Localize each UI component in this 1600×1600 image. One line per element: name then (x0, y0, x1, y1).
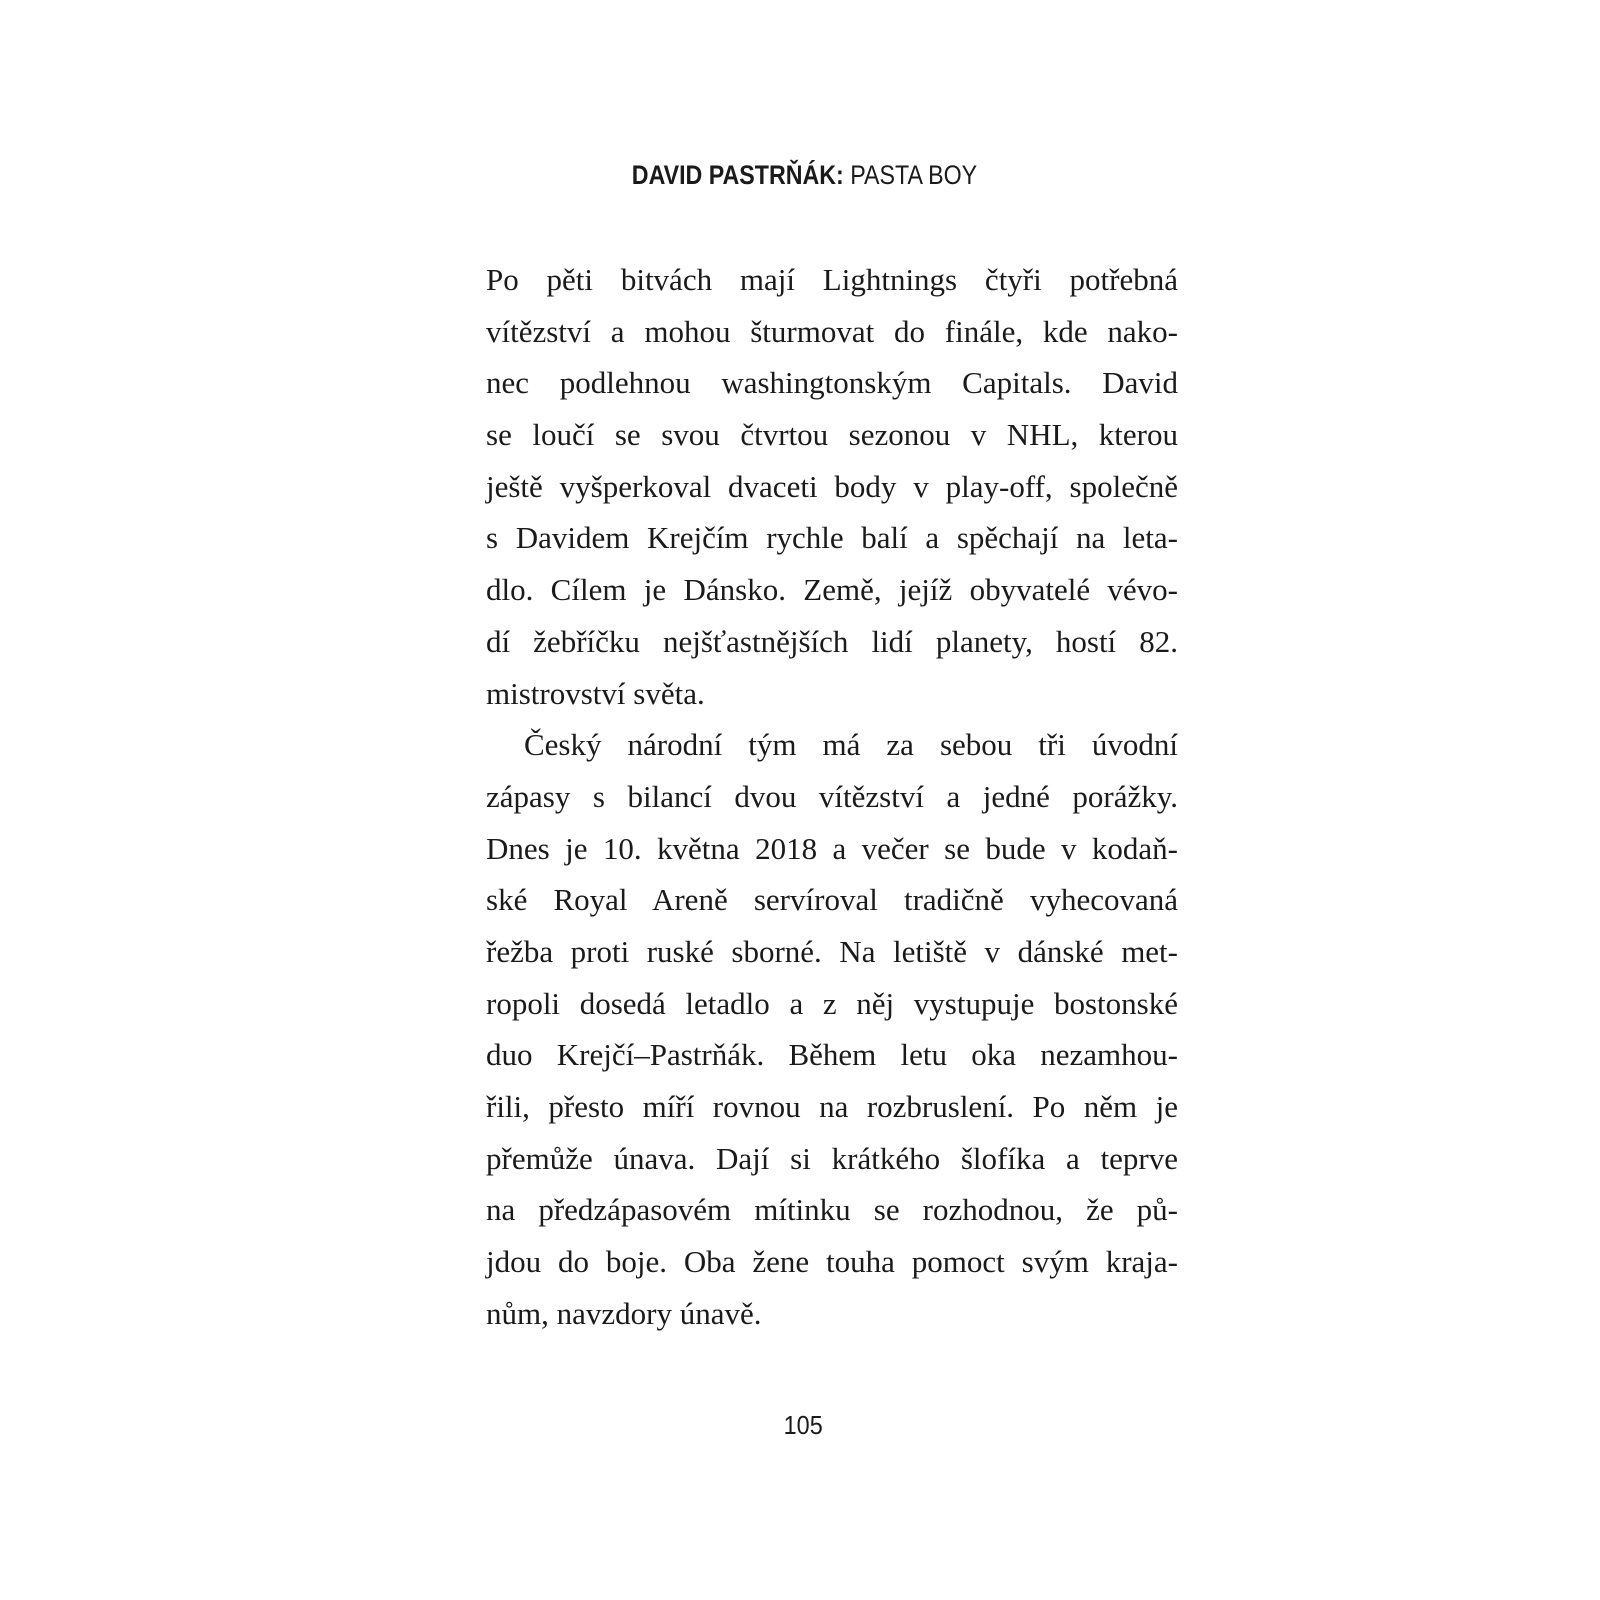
text-line: přemůže únava. Dají si krátkého šlofíka a teprve (486, 1140, 1178, 1176)
text-line: ještě vyšperkoval dvaceti body v play-off, společně (486, 468, 1178, 504)
text-line: Po pěti bitvách mají Lightnings čtyři potřebná (486, 262, 1178, 297)
text-line: dlo. Cílem je Dánsko. Země, jejíž obyvatelé vévo- (486, 572, 1178, 608)
text-line: Český národní tým má za sebou tři úvodní (524, 727, 1178, 763)
text-line: s Davidem Krejčím rychle balí a spěchají na leta- (486, 520, 1178, 556)
text-line: zápasy s bilancí dvou vítězství a jedné porážky. (486, 778, 1178, 814)
header-author: DAVID PASTRŇÁK: (631, 160, 844, 190)
text-line: jdou do boje. Oba žene touha pomoct svým kraja- (486, 1244, 1178, 1280)
page-number: 105 (783, 1410, 823, 1440)
header-book-title: PASTA BOY (850, 160, 978, 190)
text-line: ské Royal Areně servíroval tradičně vyhecovaná (486, 882, 1178, 918)
paragraph-1 (486, 254, 1178, 719)
paragraph-2 (486, 719, 1178, 1339)
text-line: ropoli dosedá letadlo a z něj vystupuje bostonské (486, 985, 1178, 1021)
text-line: řežba proti ruské sborné. Na letiště v dánské met- (486, 933, 1178, 969)
body-text (486, 254, 1178, 1339)
running-header (116, 160, 1492, 191)
text-line: mistrovství světa. (486, 675, 705, 711)
text-line: se loučí se svou čtvrtou sezonou v NHL, kterou (486, 417, 1178, 453)
text-line: nům, navzdory únavě. (486, 1295, 762, 1331)
text-line: nec podlehnou washingtonským Capitals. David (486, 365, 1178, 401)
text-line: duo Krejčí–Pastrňák. Během letu oka nezamhou- (486, 1037, 1178, 1073)
text-line: Dnes je 10. května 2018 a večer se bude v kodaň- (486, 830, 1178, 866)
text-line: řili, přesto míří rovnou na rozbruslení. Po něm je (486, 1089, 1178, 1124)
text-line: dí žebříčku nejšťastnějších lidí planety, hostí 82. (486, 623, 1178, 659)
text-line: na předzápasovém mítinku se rozhodnou, že pů- (486, 1192, 1178, 1228)
text-line: vítězství a mohou šturmovat do finále, kde nako- (486, 313, 1178, 349)
